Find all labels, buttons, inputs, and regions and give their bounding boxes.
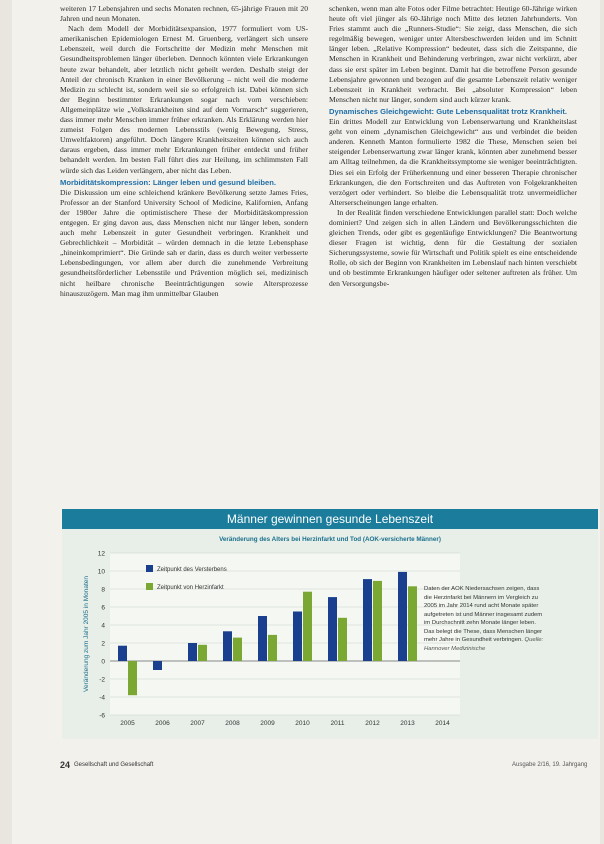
bar-heart-attack xyxy=(233,638,242,661)
x-tick-label: 2005 xyxy=(120,720,135,727)
chart-caption xyxy=(424,585,544,653)
x-tick-label: 2013 xyxy=(400,720,415,727)
caption-text: Daten der AOK Niedersachsen zeigen, dass die Herzinfarkt bei Männern im Vergleich zu 2005 im Jahr 2014 rund acht Monate später aufgetreten ist und Männer insgesamt zudem im Durchschnitt zehn Monate länger leben. Das belegt die These, dass Menschen länger mehr Jahre in Gesundheit verbringen. xyxy=(424,586,543,643)
legend-label: Zeitpunkt des Versterbens xyxy=(157,567,227,573)
caption-source: Quelle: Hannover Medizinische xyxy=(424,637,544,652)
section-name: Gesellschaft und Gesellschaft xyxy=(74,762,154,768)
bar-death xyxy=(398,572,407,661)
bar-heart-attack xyxy=(338,618,347,661)
bar-death xyxy=(188,643,197,661)
infobox-title: Männer gewinnen gesunde Lebenszeit xyxy=(62,509,598,529)
y-tick-label: 6 xyxy=(101,604,105,612)
legend-swatch xyxy=(146,583,153,590)
y-tick-label: -2 xyxy=(99,676,105,684)
body-paragraph: Die Diskussion um eine schleichend kränkere Bevölkerung setzte James Fries, Professor an der Stanford University School of Medicine, Kalifornien, Anfang der 1980er Jahre die optimistischere These der Morbiditätskompression entgegen. Er ging davon aus, dass Menschen nicht nur länger leben, sondern auch mehr Lebenszeit in guter Gesundheit verbringen. Krankheit und Gebrechlichkeit – Morbidität – würden demnach in die letzte Lebensphase „hineinkomprimiert“. Die Gründe sah er darin, dass es durch weiter verbesserte Lebensbedingungen, vor allem aber durch die zunehmende Verbreitung gesundheitsförderlicher Lebensstile und Prävention möglich sei, medizinisch nicht heilbare chronische Beeinträchtigungen sowie Altersprozesse hinauszuzögern. Man mag ihm unmittelbar Glauben xyxy=(60,187,308,298)
x-tick-label: 2011 xyxy=(330,720,345,727)
bar-death xyxy=(363,579,372,661)
x-tick-label: 2006 xyxy=(155,720,170,727)
magazine-page xyxy=(12,0,600,844)
y-tick-label: 12 xyxy=(97,550,105,558)
y-tick-label: 0 xyxy=(101,658,105,666)
y-tick-label: -4 xyxy=(99,694,105,702)
body-paragraph: Nach dem Modell der Morbiditätsexpansion, 1977 formuliert vom US-amerikanischen Epidemiologen Ernest M. Gruenberg, verlängert sich unsere Lebenszeit, weil durch die Fortschritte der Medizin mehr Menschen mit Gesundheitsproblemen länger überleben. Dennoch könnten viele Erkrankungen heute zwar behandelt, aber letztlich nicht geheilt werden. Deshalb steigt der Anteil der chronisch Kranken in einer Bevölkerung – nicht weil die moderne Medizin zu schlecht ist, sondern weil sie so erfolgreich ist. Dabei können sich der Beginn bestimmter Erkrankungen sogar nach vorn verschieben: Allgemeinplätze wie „Volkskrankheiten sind auf dem Vormarsch“ suggerieren, dass immer mehr Menschen immer früher erkranken. Als Erklärung werden hier zumeist Folgen des modernen Lebensstils (wenig Bewegung, Stress, Umweltfaktoren) angeführt. Doch längere Krankheitszeiten können sich auch daraus ergeben, dass immer mehr Erkrankungen früher entdeckt und früher behandelt werden. Im besten Fall führt dies zur Heilung, im schlimmsten Fall würde sich das Leiden verlängern, aber nicht das Leben. xyxy=(60,24,308,175)
x-tick-label: 2014 xyxy=(435,720,450,727)
bar-heart-attack xyxy=(268,635,277,661)
bar-death xyxy=(328,597,337,661)
bar-death xyxy=(118,646,127,661)
x-tick-label: 2010 xyxy=(295,720,310,727)
body-paragraph: schenken, wenn man alte Fotos oder Filme betrachtet: Heutige 60-Jährige wirken heute oft viel jünger als 60-Jährige noch Mitte des letzten Jahrhunderts. Von Fries stammt auch die „Runners-Studie“: Sie zeigt, dass Menschen, die sich regelmäßig bewegen, weniger unter Altersbeschwerden leiden und im Schnitt länger leben. „Relative Kompression“ bedeutet, dass sich die Zeitspanne, die Menschen in Krankheit und Behinderung verbringen, zwar nicht verkürzt, aber dass sie erst später im Leben beginnt. Damit hat die betroffene Person gesunde Lebensjahre gewonnen und bezogen auf die gesamte Lebenszeit relativ weniger Lebenszeit in Krankheit verbracht. Bei „absoluter Kompression“ leben Menschen nicht nur länger, sondern sind auch kürzer krank. xyxy=(329,4,577,104)
x-tick-label: 2008 xyxy=(225,720,240,727)
right-text-column xyxy=(329,4,577,289)
bar-death xyxy=(153,661,162,670)
bar-heart-attack xyxy=(303,592,312,661)
left-text-column xyxy=(60,4,308,299)
section-heading: Morbiditätskompression: Länger leben und gesund bleiben. xyxy=(60,177,277,187)
page-number: 24 xyxy=(60,760,71,770)
y-tick-label: 10 xyxy=(97,568,105,576)
bar-death xyxy=(293,612,302,662)
x-tick-label: 2012 xyxy=(365,720,380,727)
bar-chart xyxy=(62,545,472,739)
plot-area xyxy=(110,553,460,715)
body-paragraph: Ein drittes Modell zur Entwicklung von Lebenserwartung und Krankheitslast geht von einem „dynamischen Gleichgewicht“ aus und verbindet die beiden anderen. Kenneth Manton formulierte 1982 die These, Menschen seien bei steigender Lebenserwartung zwar länger krank, könnten aber zunehmend besser am Alltag teilnehmen, da die Krankheitssymptome sie weniger beeinträchtigten. Dies sei ein Erfolg der Früherkennung und einer besseren Therapie chronischer Erkrankungen, die den Fortschreiten und das Auftreten von Folgekrankheiten verzögert oder verhindert. So bleibe die Lebensqualität trotz unvermeidlicher Alterserscheinungen lange erhalten. xyxy=(329,117,577,207)
y-tick-label: -6 xyxy=(99,712,105,720)
section-heading: Dynamisches Gleichgewicht: Gute Lebensqualität trotz Krankheit. xyxy=(329,106,567,116)
y-axis-label: Veränderung zum Jahr 2005 in Monaten xyxy=(83,576,90,692)
y-tick-label: 2 xyxy=(101,640,105,648)
bar-death xyxy=(223,631,232,661)
bar-death xyxy=(258,616,267,661)
issue-info: Ausgabe 2/16, 19. Jahrgang xyxy=(512,762,588,768)
chart-subtitle: Veränderung des Alters bei Herzinfarkt und Tod (AOK-versicherte Männer) xyxy=(219,536,441,543)
bar-heart-attack xyxy=(373,581,382,661)
y-tick-label: 4 xyxy=(101,622,105,630)
bar-heart-attack xyxy=(128,661,137,695)
y-tick-label: 8 xyxy=(101,586,105,594)
bar-heart-attack xyxy=(408,586,417,661)
bar-heart-attack xyxy=(198,645,207,661)
legend-label: Zeitpunkt von Herzinfarkt xyxy=(157,585,224,591)
page-footer xyxy=(12,760,600,772)
legend-swatch xyxy=(146,565,153,572)
x-tick-label: 2009 xyxy=(260,720,275,727)
body-paragraph: weiteren 17 Lebensjahren und sechs Monaten rechnen, 65-jährige Frauen mit 20 Jahren und neun Monaten. xyxy=(60,4,308,24)
x-tick-label: 2007 xyxy=(190,720,205,727)
body-paragraph: In der Realität finden verschiedene Entwicklungen parallel statt: Doch welche dominiert? Und zeigen sich in allen Ländern und Bevölkerungsschichten die gleichen Trends, oder gibt es gegenläufige Entwicklungen? Die Beantwortung dieser Fragen ist wichtig, denn für die Gestaltung der sozialen Sicherungssysteme, sowie für Wirtschaft und Politik spielt es eine entscheidende Rolle, ob sich der Beginn von Krankheiten im Lebenslauf nach hinten verschiebt und ob bestimmte Erkrankungen häufiger oder seltener auftreten als früher. Um den Versorgungsbe- xyxy=(329,207,577,288)
